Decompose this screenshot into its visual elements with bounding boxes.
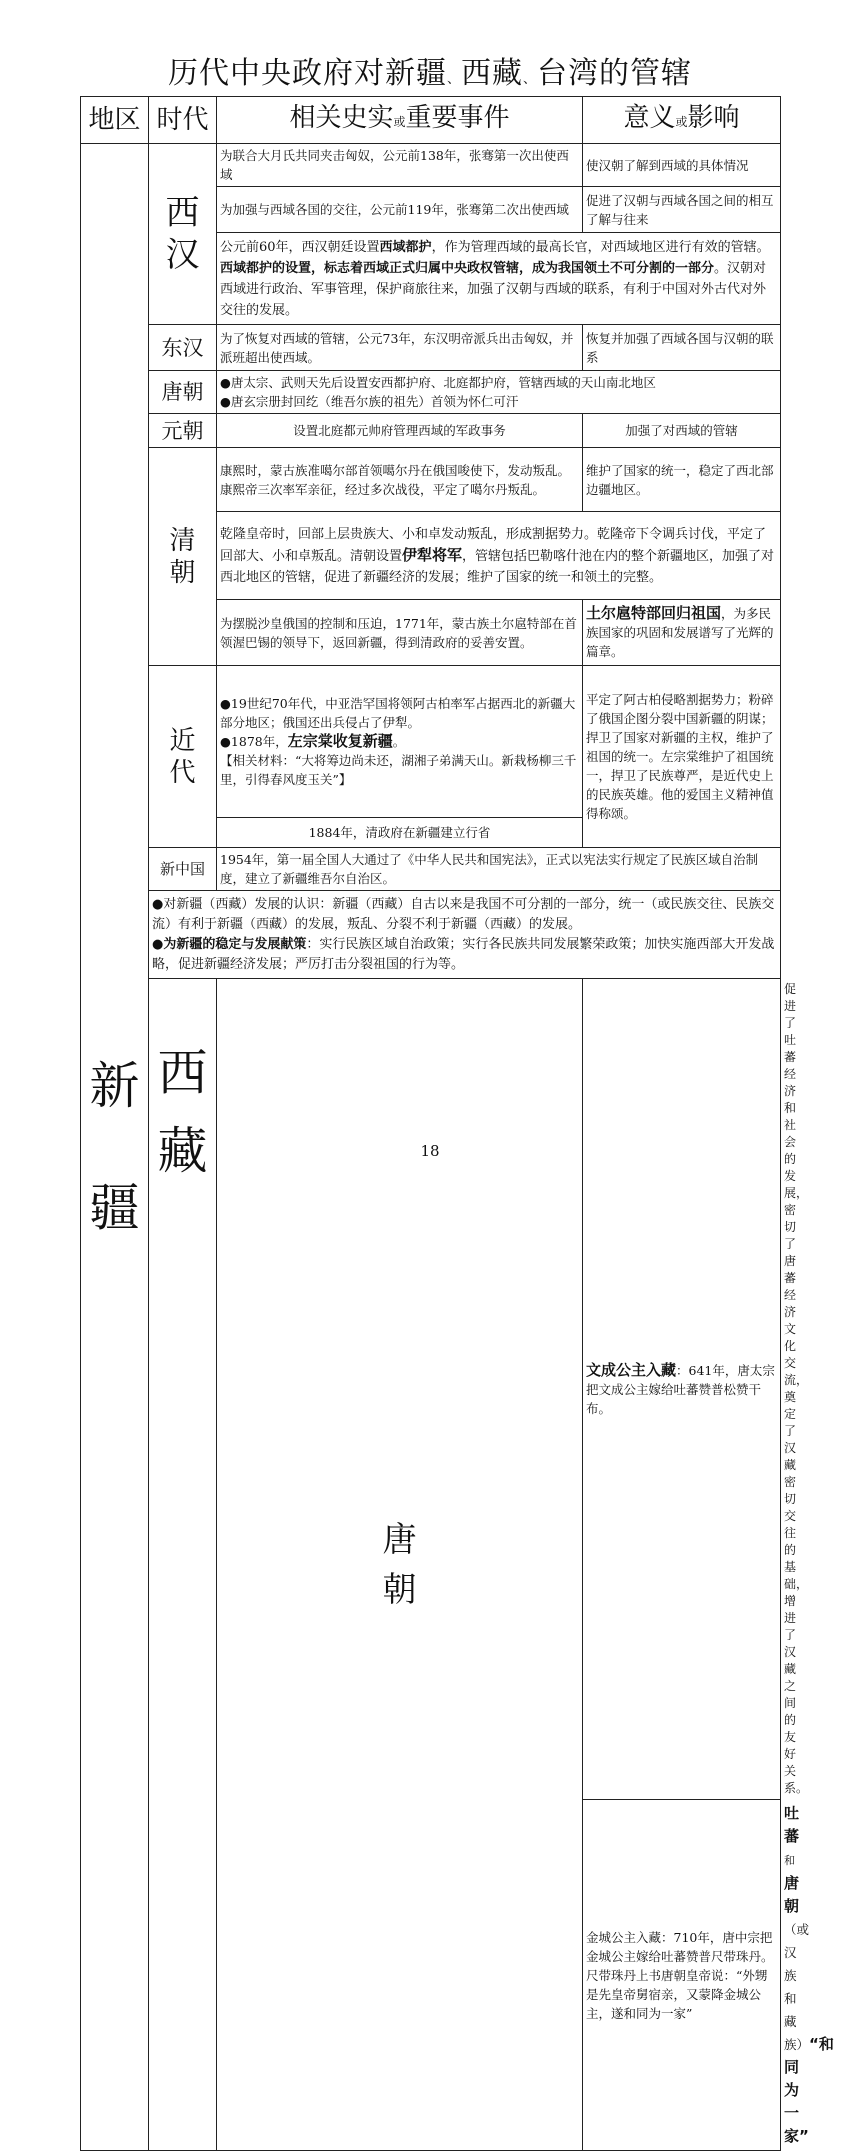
era-tang: 唐朝 [149, 371, 217, 414]
region-char: 疆 [89, 1179, 140, 1237]
event-cell-wide: 1954年，第一届全国人大通过了《中华人民共和国宪法》，正式以宪法实行规定了民族区域自治制度，建立了新疆维吾尔自治区。 [217, 848, 781, 891]
table-row [81, 448, 781, 512]
table-row [81, 848, 781, 891]
meaning-cell: 平定了阿古柏侵略割据势力；粉碎了俄国企图分裂中国新疆的阴谋；捍卫了国家对新疆的主权，维护了祖国的统一。左宗棠维护了祖国统一，捍卫了民族尊严，是近代史上的民族英雄。他的爱国主义精神值得称颂。 [583, 666, 781, 848]
era-char: 清 [169, 525, 196, 556]
event-cell-wide [217, 371, 781, 414]
bold-term: 西域都护的设置，标志着西域正式归属中央政权管辖，成为我国领土不可分割的一部分 [220, 260, 715, 276]
history-table-frame [80, 96, 834, 2145]
bold-term: 唐朝 [784, 1874, 800, 1915]
region-char: 新 [89, 1057, 140, 1115]
event-cell: 1884年，清政府在新疆建立行省 [217, 818, 583, 848]
meaning-cell: 促进了汉朝与西域各国之间的相互了解与往来 [583, 187, 781, 233]
table-row [81, 666, 781, 818]
text-segment: ：641年，唐太宗把文成公主嫁给吐蕃赞普松赞干布。 [586, 1362, 775, 1416]
era-char: 朝 [382, 1569, 417, 1610]
text-segment: ，管辖包括巴勒喀什池在内的整个新疆地区，加强了对西北地区的管辖，促进了新疆经济的发展；维护了国家的统一和领土的完整。 [220, 548, 775, 585]
era-qing [149, 448, 217, 666]
event-cell [583, 979, 781, 1800]
era-xinzhongguo: 新中国 [149, 848, 217, 891]
material-quote: 【相关材料：“大将筹边尚未还，湖湘子弟满天山。新栽杨柳三千里，引得春风度玉关”】 [220, 753, 577, 787]
text-segment: 公元前60年，西汉朝廷设置 [220, 239, 380, 255]
bold-term: 左宗棠收复新疆 [287, 732, 393, 750]
text-segment: 。汉朝对西域进行政治、军事管理，保护商旅往来，加强了汉朝与西域的联系，有利于中国对外古代对外交往的发展。 [220, 260, 767, 318]
summary-line [152, 935, 777, 975]
title-part: 西藏 [461, 56, 523, 91]
era-char: 近 [169, 725, 196, 756]
event-cell-wide [217, 233, 781, 325]
event-cell: 为加强与西域各国的交往，公元前119年，张骞第二次出使西域 [217, 187, 583, 233]
era-donghan: 东汉 [149, 325, 217, 371]
table-row [81, 371, 781, 414]
text-segment: （或汉族和藏族） [784, 1922, 810, 2052]
text-segment: ，为多民族国家的巩固和发展谱写了光辉的篇章。 [586, 606, 774, 659]
bullet-line: ●唐玄宗册封回纥（维吾尔族的祖先）首领为怀仁可汗 [220, 394, 519, 409]
meaning-cell: 维护了国家的统一，稳定了西北部边疆地区。 [583, 448, 781, 512]
bold-term: 吐蕃 [784, 1804, 800, 1845]
bullet-line: ●唐太宗、武则天先后设置安西都护府、北庭都护府，管辖西域的天山南北地区 [220, 375, 656, 390]
header-text: 意义 [623, 103, 676, 133]
text-segment: 。 [392, 734, 406, 749]
era-char: 西 [165, 193, 200, 233]
event-cell: 金城公主入藏：710年，唐中宗把金城公主嫁给吐蕃赞普尺带珠丹。尺带珠丹上书唐朝皇帝说：“外甥是先皇帝舅宿亲，又蒙降金城公主，遂和同为一家” [583, 1800, 781, 2151]
page-number: 18 [420, 1142, 440, 1160]
title-part: 历代中央政府对新疆 [167, 56, 447, 91]
era-jindai [149, 666, 217, 848]
bold-term: “和同为一家” [784, 2035, 834, 2145]
era-xihan [149, 144, 217, 325]
event-cell: 设置北庭都元帅府管理西域的军政事务 [217, 414, 583, 448]
header-text: 相关史实 [289, 103, 394, 133]
meaning-cell: 加强了对西域的管辖 [583, 414, 781, 448]
header-text: 重要事件 [405, 103, 510, 133]
header-text: 影响 [687, 103, 740, 133]
table-row [81, 891, 781, 979]
text-segment: 和 [784, 1854, 795, 1867]
summary-cell [149, 891, 781, 979]
table-row [81, 325, 781, 371]
era-char: 代 [169, 757, 196, 788]
meaning-cell [583, 600, 781, 666]
era-char: 唐 [382, 1519, 417, 1560]
text-segment: ●1878年， [220, 734, 288, 749]
bullet-line: ●19世纪70年代，中亚浩罕国将领阿古柏率军占据西北的新疆大部分地区；俄国还出兵侵占了伊犁。 [220, 696, 576, 730]
text-segment: ，作为管理西域的最高长官，对西域地区进行有效的管辖。 [431, 239, 770, 255]
history-table [80, 96, 834, 2151]
event-cell [217, 666, 583, 818]
bold-term: 伊犁将军 [402, 545, 463, 564]
title-part: 台湾的管辖 [537, 56, 693, 91]
event-cell: 为联合大月氏共同夹击匈奴，公元前138年，张骞第一次出使西域 [217, 144, 583, 187]
table-header-row [81, 97, 781, 144]
meaning-cell: 恢复并加强了西域各国与汉朝的联系 [583, 325, 781, 371]
bullet-line [220, 732, 579, 751]
event-cell-wide [217, 512, 781, 600]
bold-term: 西域都护 [379, 239, 432, 255]
region-char: 藏 [157, 1122, 208, 1180]
era-char: 汉 [165, 235, 200, 275]
table-row: 西 藏 唐 朝 文成公主入藏：641年，唐太宗把文成公主嫁给吐蕃赞普松赞干布。 促进了吐蕃经济和社会的发展，密切了唐蕃经济文化交流，奠定了汉藏密切交往的基础，增进了汉藏之间的友好关系。 [81, 979, 781, 1800]
era-char: 朝 [169, 557, 196, 588]
header-or: 或 [675, 115, 688, 129]
header-events [217, 97, 583, 144]
bold-term: ●为新疆的稳定与发展献策 [152, 936, 307, 952]
header-era: 时代 [149, 97, 217, 144]
table-row [81, 414, 781, 448]
bold-term: 文成公主入藏 [586, 1360, 677, 1379]
header-or: 或 [393, 115, 406, 129]
page-title [0, 48, 860, 92]
event-cell: 康熙时，蒙古族准噶尔部首领噶尔丹在俄国唆使下，发动叛乱。康熙帝三次率军亲征，经过多次战役，平定了噶尔丹叛乱。 [217, 448, 583, 512]
meaning-cell: 使汉朝了解到西域的具体情况 [583, 144, 781, 187]
header-region: 地区 [81, 97, 149, 144]
title-sep: 、 [523, 72, 538, 87]
summary-line: ●对新疆（西藏）发展的认识：新疆（西藏）自古以来是我国不可分割的一部分，统一（或民族交往、民族交流）有利于新疆（西藏）的发展，叛乱、分裂不利于新疆（西藏）的发展。 [152, 896, 775, 932]
event-cell: 为了恢复对西域的管辖，公元73年，东汉明帝派兵出击匈奴，并派班超出使西域。 [217, 325, 583, 371]
region-char: 西 [157, 1044, 208, 1102]
era-yuan: 元朝 [149, 414, 217, 448]
table-row [81, 144, 781, 187]
text-segment: 乾隆皇帝时，回部上层贵族大、小和卓发动叛乱，形成割据势力。乾隆帝下令调兵讨伐，平定了回部大、小和卓叛乱。清朝设置 [220, 526, 767, 564]
text-segment: ：实行民族区域自治政策；实行各民族共同发展繁荣政策；加快实施西部大开发战略，促进新疆经济发展；严厉打击分裂祖国的行为等。 [152, 936, 775, 972]
bold-term: 土尔扈特部回归祖国 [586, 604, 722, 622]
title-sep: 、 [446, 72, 461, 87]
event-cell: 为摆脱沙皇俄国的控制和压迫，1771年，蒙古族土尔扈特部在首领渥巴锡的领导下，返回新疆，得到清政府的妥善安置。 [217, 600, 583, 666]
header-meaning [583, 97, 781, 144]
